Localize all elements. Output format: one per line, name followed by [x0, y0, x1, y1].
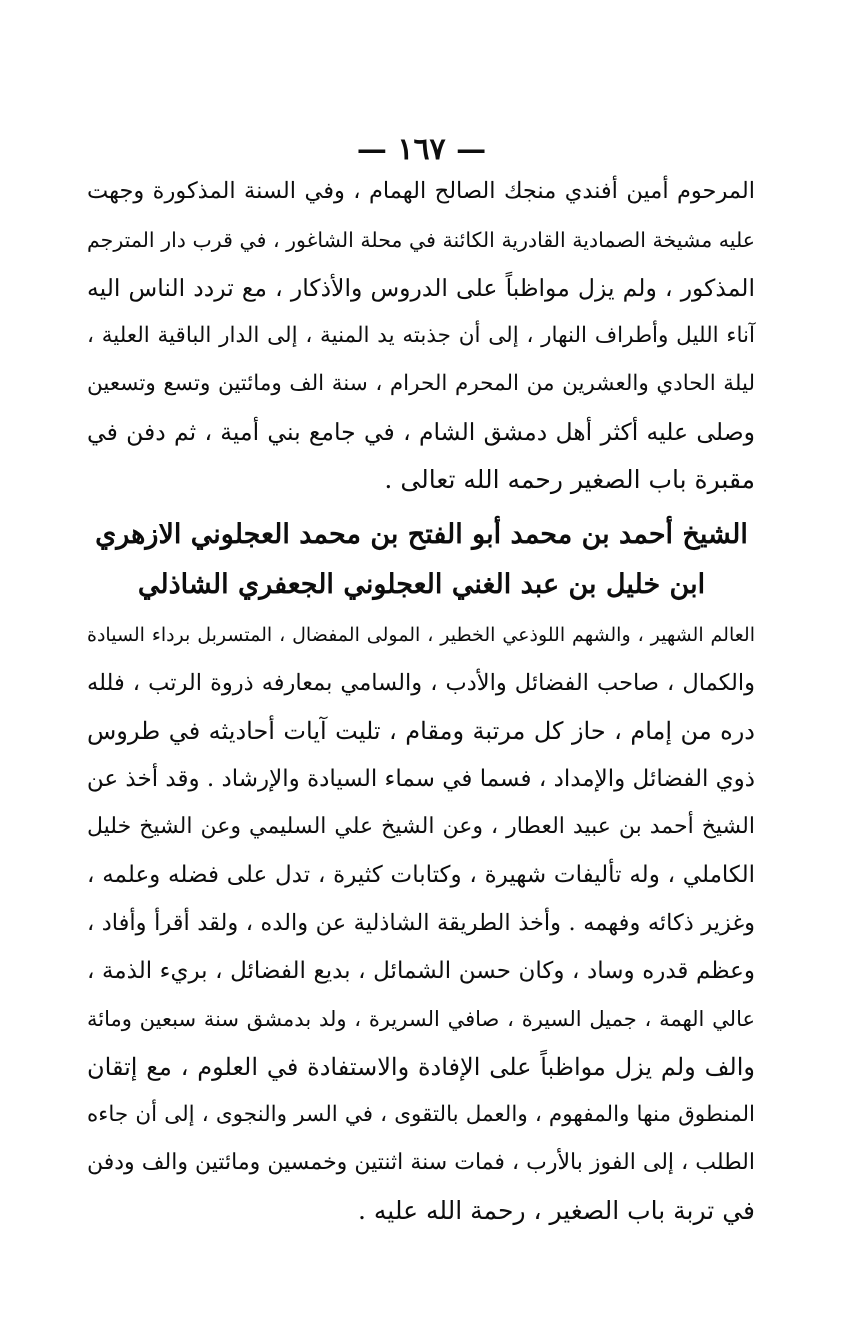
text-line: العالم الشهير ، والشهم اللوذعي الخطير ، المولى المفضال ، المتسربل برداء السيادة — [87, 624, 755, 646]
text-line: والكمال ، صاحب الفضائل والأدب ، والسامي بمعارفه ذروة الرتب ، فلله — [87, 670, 755, 696]
text-line: الشيخ أحمد بن عبيد العطار ، وعن الشيخ علي السليمي وعن الشيخ خليل — [87, 814, 755, 839]
text-line: آناء الليل وأطراف النهار ، إلى أن جذبته يد المنية ، إلى الدار الباقية العلية ، — [87, 323, 755, 348]
text-line: ذوي الفضائل والإمداد ، فسما في سماء السيادة والإرشاد . وقد أخذ عن — [86, 766, 755, 792]
text-line: عالي الهمة ، جميل السيرة ، صافي السريرة ، ولد بدمشق سنة سبعين ومائة — [87, 1007, 755, 1031]
text-line: المذكور ، ولم يزل مواظباً على الدروس والأذكار ، مع تردد الناس اليه — [87, 274, 755, 302]
text-line: وصلى عليه أكثر أهل دمشق الشام ، في جامع بني أمية ، ثم دفن في — [87, 418, 755, 446]
text-line: الكاملي ، وله تأليفات شهيرة ، وكتابات كثيرة ، تدل على فضله وعلمه ، — [87, 862, 755, 888]
text-line: المرحوم أمين أفندي منجك الصالح الهمام ، وفي السنة المذكورة وجهت — [87, 178, 755, 204]
text-line: ليلة الحادي والعشرين من المحرم الحرام ، سنة الف ومائتين وتسع وتسعين — [87, 371, 755, 396]
text-line: المنطوق منها والمفهوم ، والعمل بالتقوى ، في السر والنجوى ، إلى أن جاءه — [87, 1102, 755, 1127]
text-line: وغزير ذكائه وفهمه . وأخذ الطريقة الشاذلية عن والده ، ولقد أقرأ وأفاد ، — [87, 910, 755, 936]
text-line: مقبرة باب الصغير رحمه الله تعالى . — [384, 465, 755, 494]
text-line: والف ولم يزل مواظباً على الإفادة والاستفادة في العلوم ، مع إتقان — [87, 1053, 755, 1081]
page-number: — ١٦٧ — — [356, 132, 487, 167]
text-line: وعظم قدره وساد ، وكان حسن الشمائل ، بديع الفضائل ، بريء الذمة ، — [87, 958, 755, 984]
text-line: الطلب ، إلى الفوز بالأرب ، فمات سنة اثنتين وخمسين ومائتين والف ودفن — [87, 1150, 755, 1175]
text-line: دره من إمام ، حاز كل مرتبة ومقام ، تليت آيات أحاديثه في طروس — [87, 717, 755, 745]
text-line: في تربة باب الصغير ، رحمة الله عليه . — [357, 1196, 755, 1225]
biography-title: الشيخ أحمد بن محمد أبو الفتح بن محمد العجلوني الازهري — [95, 519, 748, 550]
biography-title-continued: ابن خليل بن عبد الغني العجلوني الجعفري الشاذلي — [137, 569, 706, 600]
text-line: عليه مشيخة الصمادية القادرية الكائنة في محلة الشاغور ، في قرب دار المترجم — [87, 228, 755, 252]
